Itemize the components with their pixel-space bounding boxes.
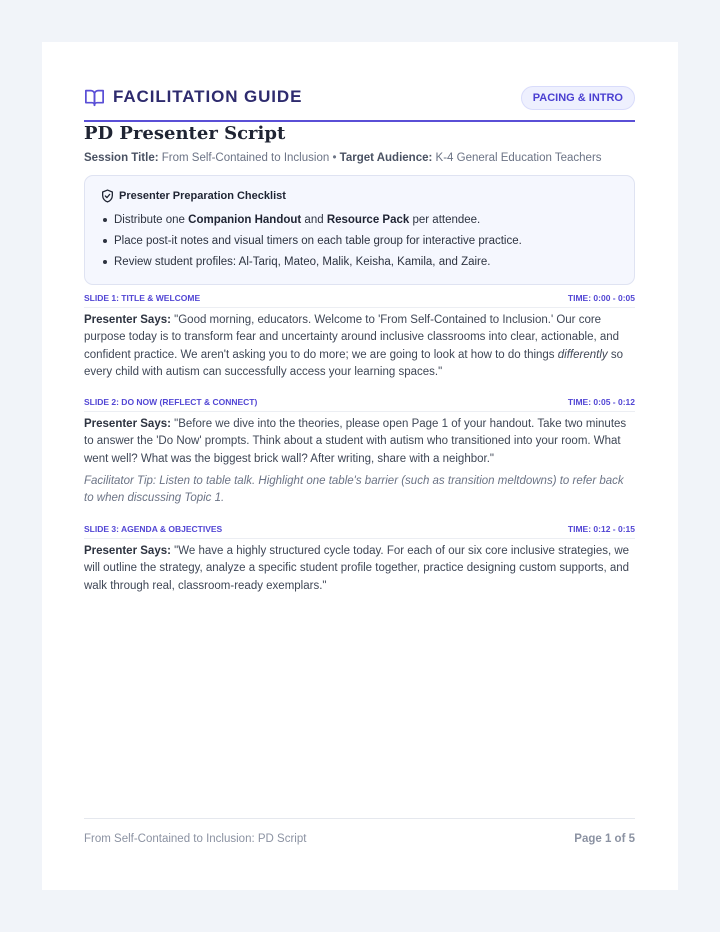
- checklist-item: [101, 213, 522, 234]
- audience-label: Target Audience:: [339, 152, 433, 164]
- slide-label: SLIDE 2: DO NOW (REFLECT & CONNECT): [84, 397, 258, 407]
- slide-time: TIME: 0:00 - 0:05: [567, 293, 635, 303]
- item-text: and: [301, 214, 327, 226]
- audience-value: K-4 General Education Teachers: [435, 152, 602, 164]
- speaker-label: Presenter Says:: [84, 545, 171, 557]
- session-value: From Self-Contained to Inclusion: [161, 152, 330, 164]
- handout-name: Companion Handout: [188, 214, 302, 226]
- slide-time: TIME: 0:05 - 0:12: [567, 397, 635, 407]
- info-separator: •: [332, 152, 337, 164]
- speaker-label: Presenter Says:: [84, 314, 171, 326]
- page-header: [84, 85, 635, 113]
- facilitator-tip: Facilitator Tip: Listen to table talk. Highlight one table's barrier (such as transition meltdowns) to refer back to when discussing Topic 1.: [84, 475, 624, 505]
- slide-divider: [84, 307, 635, 308]
- brand: [84, 87, 302, 107]
- slide-2-script: [84, 416, 635, 468]
- section-badge: PACING & INTRO: [521, 86, 635, 110]
- checklist-title: Presenter Preparation Checklist: [119, 190, 286, 202]
- item-text: per attendee.: [409, 214, 481, 226]
- session-label: Session Title:: [84, 152, 159, 164]
- slide-label: SLIDE 3: AGENDA & OBJECTIVES: [84, 524, 223, 534]
- slide-2-header: [84, 397, 635, 409]
- slide-divider: [84, 411, 635, 412]
- session-info: [84, 152, 602, 164]
- slide-label: SLIDE 1: TITLE & WELCOME: [84, 293, 201, 303]
- emphasis-text: differently: [557, 348, 608, 361]
- script-text: so every child with autism can successfully access your learning spaces.": [84, 348, 623, 378]
- item-text: Distribute one: [114, 214, 189, 226]
- slide-divider: [84, 538, 635, 539]
- speaker-label: Presenter Says:: [84, 418, 171, 430]
- checklist-item: Review student profiles: Al-Tariq, Mateo, Malik, Keisha, Kamila, and Zaire.: [101, 255, 522, 276]
- slide-3-header: [84, 524, 635, 536]
- slide-time: TIME: 0:12 - 0:15: [567, 524, 635, 534]
- script-text: "Good morning, educators. Welcome to 'From Self-Contained to Inclusion.' Our core purpose today is to transform fear and uncertainty around inclusive classrooms into clear, actionable, and confident practice. We aren't asking you to do more; we are going to look at how to do things: [84, 314, 620, 361]
- open-book-icon: [84, 88, 105, 107]
- resource-pack-name: Resource Pack: [326, 214, 410, 226]
- footer-doc-title: From Self-Contained to Inclusion: PD Script: [84, 833, 307, 845]
- footer-divider: [84, 818, 635, 819]
- page-title: PD Presenter Script: [84, 123, 286, 144]
- page-number: Page 1 of 5: [574, 833, 635, 845]
- slide-3-script: [84, 543, 635, 595]
- slide-1-header: [84, 293, 635, 305]
- brand-title: FACILITATION GUIDE: [113, 87, 303, 106]
- script-text: "We have a highly structured cycle today. For each of our six core inclusive strategies, we will outline the strategy, analyze a specific student profile together, practice designing custom supports, and walk through real, classroom-ready exemplars.": [84, 545, 630, 592]
- document-page: [42, 42, 678, 890]
- header-divider: [84, 120, 635, 122]
- slide-1-script: [84, 312, 635, 381]
- shield-check-icon: [101, 189, 114, 203]
- script-text: "Before we dive into the theories, please open Page 1 of your handout. Take two minutes to answer the 'Do Now' prompts. Think about a student with autism who transitioned into your room. What went well? What was the biggest brick wall? After writing, share with a neighbor.": [84, 418, 627, 465]
- checklist-item: Place post-it notes and visual timers on each table group for interactive practice.: [101, 234, 522, 255]
- preparation-checklist: [84, 175, 635, 285]
- checklist-header: [101, 189, 286, 203]
- checklist-items: [101, 213, 522, 276]
